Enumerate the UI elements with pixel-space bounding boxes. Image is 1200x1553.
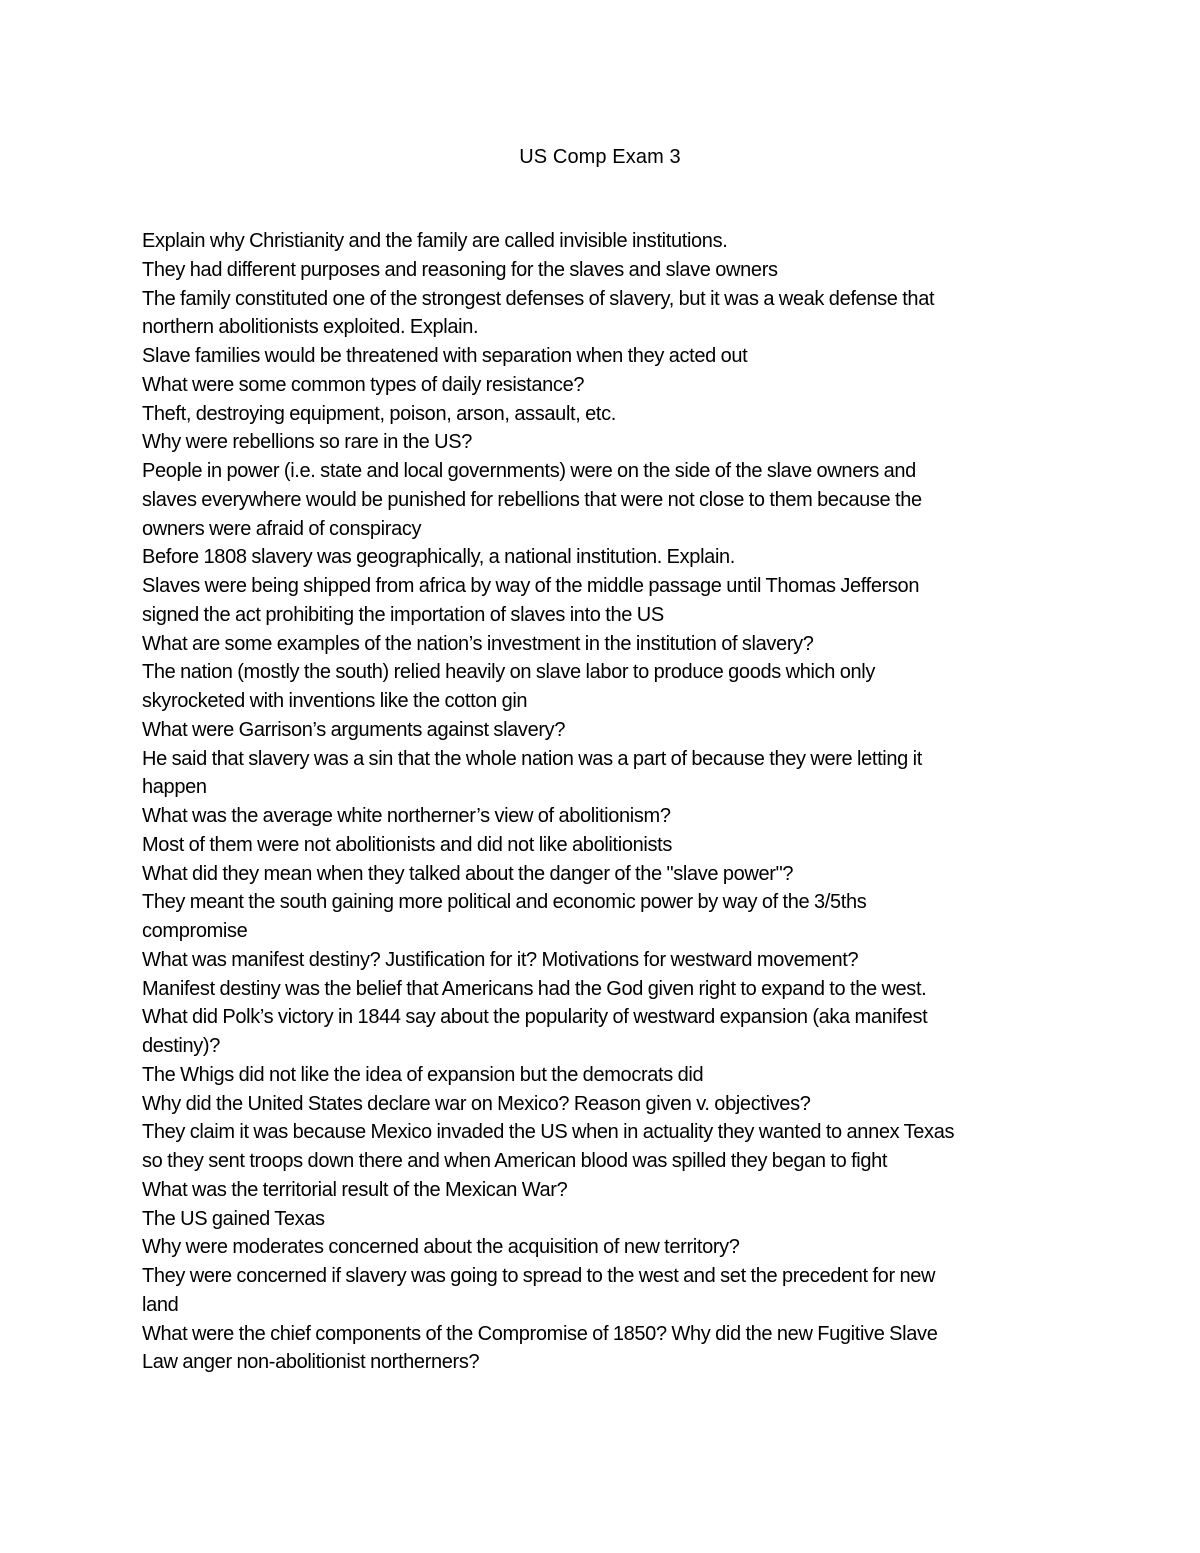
text-line: They claim it was because Mexico invaded the US when in actuality they wanted to annex Texas <box>142 1121 955 1144</box>
document-title: US Comp Exam 3 <box>519 146 681 168</box>
text-line: What was the territorial result of the Mexican War? <box>142 1178 568 1201</box>
text-line: happen <box>142 776 207 799</box>
text-line: The nation (mostly the south) relied heavily on slave labor to produce goods which only <box>142 661 875 684</box>
text-line: He said that slavery was a sin that the whole nation was a part of because they were letting it <box>142 747 922 770</box>
text-line: What are some examples of the nation’s investment in the institution of slavery? <box>142 632 814 655</box>
text-line: northern abolitionists exploited. Explain. <box>142 316 479 339</box>
text-line: land <box>142 1293 179 1316</box>
text-line: Manifest destiny was the belief that Americans had the God given right to expand to the west. <box>142 977 927 1000</box>
text-line: Theft, destroying equipment, poison, arson, assault, etc. <box>142 402 616 425</box>
text-line: Slave families would be threatened with separation when they acted out <box>142 345 748 367</box>
text-line: owners were afraid of conspiracy <box>142 517 422 540</box>
text-line: The Whigs did not like the idea of expansion but the democrats did <box>142 1063 704 1086</box>
text-line: Why were moderates concerned about the acquisition of new territory? <box>142 1236 740 1259</box>
text-line: Explain why Christianity and the family are called invisible institutions. <box>142 230 728 252</box>
text-line: signed the act prohibiting the importation of slaves into the US <box>142 603 664 626</box>
text-line: What did Polk’s victory in 1844 say about the popularity of westward expansion (aka manifest <box>142 1006 928 1029</box>
text-line: What was manifest destiny? Justification for it? Motivations for westward movement? <box>142 948 859 971</box>
text-line: so they sent troops down there and when American blood was spilled they began to fight <box>142 1150 888 1172</box>
text-line: Why were rebellions so rare in the US? <box>142 431 473 454</box>
text-line: They were concerned if slavery was going to spread to the west and set the precedent for new <box>142 1265 936 1287</box>
text-line: skyrocketed with inventions like the cotton gin <box>142 690 528 712</box>
text-line: They had different purposes and reasoning for the slaves and slave owners <box>142 258 778 281</box>
text-line: People in power (i.e. state and local governments) were on the side of the slave owners and <box>142 460 916 482</box>
text-line: slaves everywhere would be punished for rebellions that were not close to them because the <box>142 488 922 511</box>
text-line: What was the average white northerner’s view of abolitionism? <box>142 805 671 827</box>
text-line: Most of them were not abolitionists and did not like abolitionists <box>142 833 672 856</box>
text-line: What were some common types of daily resistance? <box>142 373 585 396</box>
text-line: What did they mean when they talked about the danger of the "slave power"? <box>142 862 794 885</box>
text-line: The US gained Texas <box>142 1207 325 1230</box>
document-body <box>142 227 1072 1377</box>
text-line: What were Garrison’s arguments against slavery? <box>142 718 566 741</box>
text-line: destiny)? <box>142 1035 221 1057</box>
text-line: compromise <box>142 920 248 942</box>
text-line: Why did the United States declare war on Mexico? Reason given v. objectives? <box>142 1092 811 1115</box>
text-line: Law anger non-abolitionist northerners? <box>142 1351 480 1374</box>
text-line: Before 1808 slavery was geographically, a national institution. Explain. <box>142 546 736 569</box>
text-line: What were the chief components of the Compromise of 1850? Why did the new Fugitive Slave <box>142 1322 938 1345</box>
text-line: Slaves were being shipped from africa by way of the middle passage until Thomas Jefferson <box>142 575 920 597</box>
text-line: The family constituted one of the strongest defenses of slavery, but it was a weak defense that <box>142 287 935 310</box>
text-line: They meant the south gaining more political and economic power by way of the 3/5ths <box>142 891 867 914</box>
